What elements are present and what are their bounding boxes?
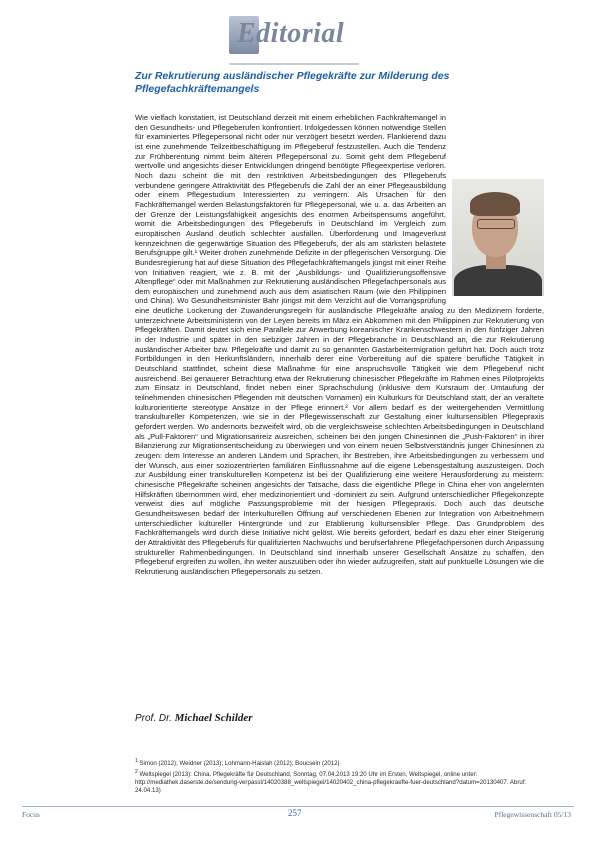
footer-rule: [22, 806, 574, 807]
footnote: [135, 768, 545, 795]
signature-name: Michael Schilder: [174, 712, 253, 724]
footer-section-label: Focus: [22, 810, 40, 819]
footnote-text: Simon (2012); Weidner (2013); Lohmann-Haislah (2012); Boucsein (2012): [139, 760, 340, 768]
body-paragraph: Wie vielfach konstatiert, ist Deutschland derzeit mit einem erheblichen Fachkräftemangel in den Gesundheits- und Pflegeberufen konfrontiert. Infolgedessen können notwendige Stellen für examiniertes Pflegepersonal nicht oder nur verzögert besetzt werden. Flankierend dazu ist eine zunehmende Teilzeitbeschäftigung im Pflegeberuf festzustellen. Auch die Tendenz zur Frühberentung nimmt beim älteren Pflegepersonal zu. Somit geht dem Pflegeberuf wertvolle und angesichts dieser Entwicklungen dringend benötigte Pflegeexpertise verloren. Noch dazu scheint die mit den restriktiven Arbeitsbedingungen des Pflegeberufs verbundene geringere Attraktivität des Pflegeberufs die Zahl der an einer Pflegeausbildung oder einem Pflegestudium Interessierten zu verringern. Als Ursachen für den Fachkräftemangel werden Belastungsfaktoren für Pflegepersonal, wie u. a. das Arbeiten an der Grenze der Leistungsfähigkeit angesichts des enormen Arbeitspensums angeführt, womit die Arbeitsbedingungen des Pflegeberufs in Deutschland im Vergleich zum europäischen Ausland deutlich schlechter ausfallen. Überforderung und Imageverlust kennzeichnen die gegenwärtige Situation des Pflegeberufs, der als am stärksten belastete Berufsgruppe gilt.¹ Weiter drohen zunehmende Defizite in der pflegerischen Versorgung. Die Bundesregierung hat auf diese Situation des Pflegefachkräftemangels jüngst mit einer Reihe von Initiativen reagiert, wie z. B. mit der „Ausbildungs- und Qualifizierungsoffensive Altenpflege“ oder mit Maßnahmen zur Rekrutierung ausländischen Pflegefachpersonals aus dem europäischen und zunehmend auch aus dem asiatischen Raum (wie den Philippinen und China). Wo Gesundheitsminister Bahr jüngst mit dem Verzicht auf die Vorrangsprüfung eine deutliche Lockerung der Zuwanderungsregeln für ausländische Pflegekräfte analog zu den Medizinern forderte, unterzeichnete Arbeitsministerin von der Leyen bereits im März ein Abkommen mit den Philippinen zur Rekrutierung von Pflegekräften. Damit deutet sich eine Parallele zur Anwerbung koreanischer Krankenschwestern in den fünfziger Jahren in der Industrie und später in den siebziger Jahren in der Pflegebranche in Deutschland an, die zur Rekrutierung ausländischer Arbeiter bzw. Pflegekräfte und damit zu so genannten Gastarbeitermigration geführt hat. Doch auch trotz Fortbildungen in den Herkunftsländern, innerhalb derer eine Vorbereitung auf die spätere berufliche Tätigkeit in Deutschland stattfindet, scheint diese Maßnahme für eine anspruchsvolle Tätigkeit wie dem Pflegeberuf nicht ausreichend. Bei genauerer Betrachtung etwa der Rekrutierung chinesischer Pflegekräfte im Rahmen eines Pilotprojekts zum Einsatz in Deutschland, findet neben einer Sprachschulung (inklusive dem Kursraum der Umtaufung der teilnehmenden chinesischen Pflegenden mit deutschen Vornamen) ein Kulturkurs für Deutschland statt, der an veraltete kulturorientierte stereotype Ansätze in der Pflege erinnert.² Vor allem bedarf es der weitergehenden Vermittlung transkultureller Kompetenzen, wie sie in der Pflegewissenschaft zur Gestaltung einer kultursensiblen Pflegepraxis gefordert werden. Wo andernorts bezweifelt wird, ob die vergleichsweise schlechten Arbeitsbedingungen in Deutschland als „Pull-Faktoren“ und Migrationsanreiz ausreichen, scheinen bei den jungen Chinesinnen die „Push-Faktoren“ in ihrer Bilanzierung zur Migrationsentscheidung zu überwiegen und von einem neuen Selbstverständnis junger Chinesinnen zu zeugen: dem Interesse an anderen Ländern und Sprachen, ihr Bestreben, ihre Arbeitsbedingungen zu verbessern und der Wunsch, aus einer soziozentrierten familiären Einflussnahme auf die eigene Lebensgestaltung auszusteigen. Doch zur Ausbildung einer transkulturellen Kompetenz ist bei der Qualifizierung eine weitere Herausforderung zu meistern: chinesische Pflegekräfte scheinen angesichts der Tatsache, dass die eigentliche Pflege in China eher von angelernten Hilfskräften übernommen wird, eher medizinorientiert und -dominiert zu sein. Aufgrund unterschiedlicher Pflegekonzepte verweist dies auf mögliche Passungsprobleme mit der hiesigen Pflegepraxis. Doch auch das deutsche Gesundheitswesen bedarf der Interkulturellen Öffnung auf verschiedenen Ebenen zur Integration von Arbeitnehmern unterschiedlicher kultureller Hintergründe und zur Etablierung kultursensibler Pflege. Das Grundproblem des Fachkräftemangels wird durch diese Initiative nicht gelöst. Wie bereits gefordert, bedarf es dazu eher einer Steigerung der Attraktivität des Pflegeberufs für qualifizierten Nachwuchs und berufserfahrene Pflegefachpersonen durch Anpassung struktureller Rahmenbedingungen. In Deutschland sind innerhalb unserer Gesellschaft Ansätze zu schaffen, den Pflegeberuf ergreifen zu wollen, ihn weiter auszuüben oder ihn wieder aufzugreifen, statt auf punktuelle Lösungen wie die Rekrutierung ausländischen Pflegepersonals zu setzen.: [135, 113, 544, 576]
footnote: [135, 757, 545, 768]
logo-rule: [229, 63, 359, 65]
article-title: Zur Rekrutierung ausländischer Pflegekräfte zur Milderung des Pflegefachkräftemangels: [135, 70, 450, 95]
signature-prefix: Prof. Dr.: [135, 713, 175, 724]
editorial-logo: [229, 14, 359, 58]
logo-text: Editorial: [237, 18, 345, 49]
photo-hair: [470, 192, 520, 216]
journal-issue: Pflegewissenschaft 05/13: [494, 810, 571, 819]
photo-glasses: [477, 219, 515, 229]
footnotes: [135, 757, 545, 795]
author-signature: [135, 712, 253, 724]
article-body: [135, 113, 544, 577]
photo-shirt: [454, 265, 542, 296]
page-number: 257: [288, 808, 302, 818]
footnote-number: 1: [135, 758, 138, 764]
footnote-text: Weltspiegel (2013): China. Pflegekräfte für Deutschland, Sonntag, 07.04.2013 19:20 Uhr im Ersten, Weltspiegel, online unter: http://mediathek.daserste.de/sendung-verpasst/14020388_weltspiegel/14020402_china-pflegekraefte-fuer-deutschland?datum=20130407. Abruf: 24.04.13): [135, 771, 527, 795]
author-photo: [452, 179, 544, 296]
footnote-number: 2: [135, 769, 138, 776]
